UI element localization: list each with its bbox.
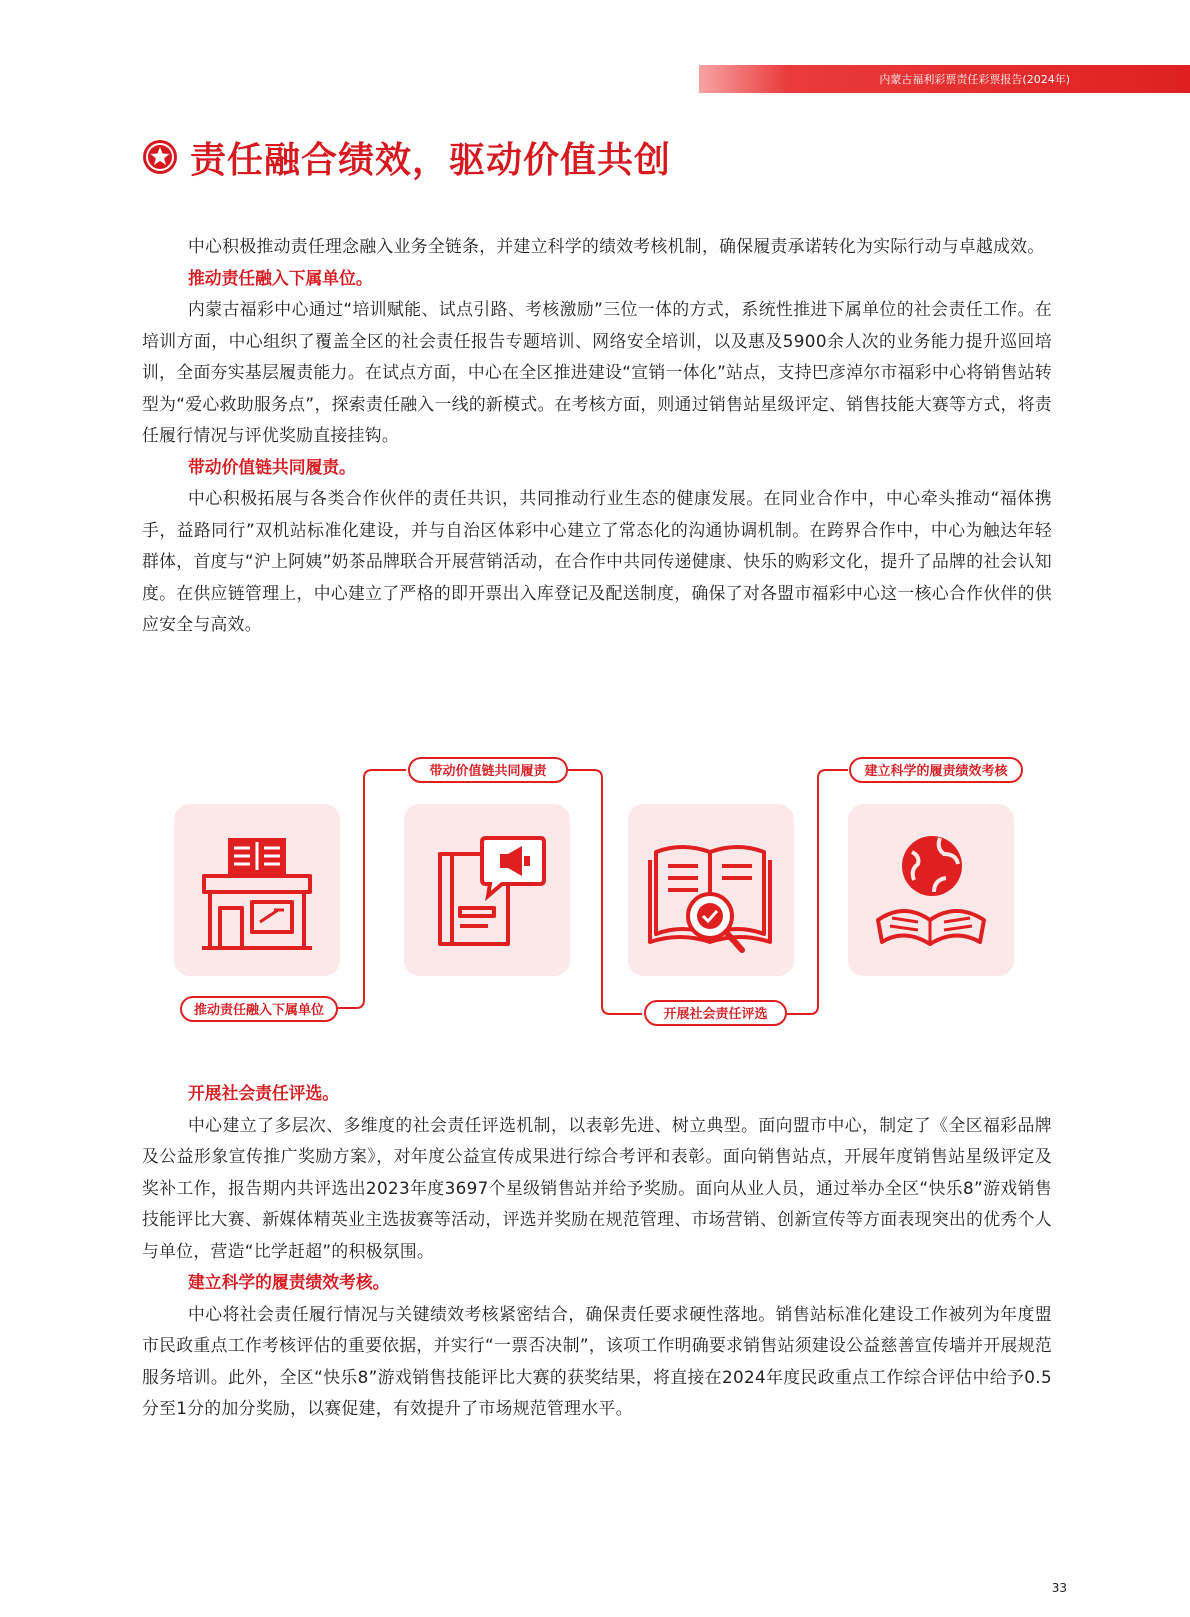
diagram-label: 建立科学的履责绩效考核 (849, 757, 1023, 783)
storefront-icon (174, 804, 340, 976)
diagram-label: 开展社会责任评选 (644, 1000, 787, 1026)
card-book-search (628, 804, 794, 976)
lower-section (142, 1078, 1052, 1425)
header-bar (699, 65, 1190, 93)
section-heading: 建立科学的履责绩效考核。 (188, 1272, 390, 1292)
page-number: 33 (1051, 1581, 1067, 1595)
intro-section (142, 231, 1052, 641)
section-body: 内蒙古福彩中心通过“培训赋能、试点引路、考核激励”三位一体的方式，系统性推进下属单位的社会责任工作。在培训方面，中心组织了覆盖全区的社会责任报告专题培训、网络安全培训，以及惠及5900余人次的业务能力提升巡回培训，全面夯实基层履责能力。在试点方面，中心在全区推进建设“宣销一体化”站点，支持巴彦淖尔市福彩中心将销售站转型为“爱心救助服务点”，探索责任融入一线的新模式。在考核方面，则通过销售站星级评定、销售技能大赛等方式，将责任履行情况与评优奖励直接挂钩。 (142, 299, 1052, 445)
intro-paragraph: 中心积极推动责任理念融入业务全链条，并建立科学的绩效考核机制，确保履责承诺转化为实际行动与卓越成效。 (188, 236, 1045, 256)
section-heading: 推动责任融入下属单位。 (188, 267, 373, 288)
section-body: 中心积极拓展与各类合作伙伴的责任共识，共同推动行业生态的健康发展。在同业合作中，中心牵头推动“福体携手，益路同行”双机站标准化建设，并与自治区体彩中心建立了常态化的沟通协调机制。在跨界合作中，中心为触达年轻群体，首度与“沪上阿姨”奶茶品牌联合开展营销活动，在合作中共同传递健康、快乐的购彩文化，提升了品牌的社会认知度。在供应链管理上，中心建立了严格的即开票出入库登记及配送制度，确保了对各盟市福彩中心这一核心合作伙伴的供应安全与高效。 (142, 488, 1052, 634)
section-body: 中心建立了多层次、多维度的社会责任评选机制，以表彰先进、树立典型。面向盟市中心，制定了《全区福彩品牌及公益形象宣传推广奖励方案》，对年度公益宣传成果进行综合考评和表彰。面向销售站点，开展年度销售站星级评定及奖补工作，报告期内共评选出2023年度3697个星级销售站并给予奖励。面向从业人员，通过举办全区“快乐8”游戏销售技能评比大赛、新媒体精英业主选拔赛等活动，评选并奖励在规范管理、市场营销、创新宣传等方面表现突出的优秀个人与单位，营造“比学赶超”的积极氛围。 (142, 1114, 1052, 1261)
card-globe-book (848, 804, 1014, 976)
section-heading: 带动价值链共同履责。 (188, 456, 356, 477)
diagram-label: 推动责任融入下属单位 (180, 996, 338, 1022)
section-body: 中心将社会责任履行情况与关键绩效考核紧密结合，确保责任要求硬性落地。销售站标准化建设工作被列为年度盟市民政重点工作考核评估的重要依据，并实行“一票否决制”，该项工作明确要求销售站须建设公益慈善宣传墙并开展规范服务培训。此外，全区“快乐8”游戏销售技能评比大赛的获奖结果，将直接在2024年度民政重点工作综合评估中给予0.5分至1分的加分奖励，以赛促建，有效提升了市场规范管理水平。 (142, 1303, 1052, 1418)
diagram-label: 带动价值链共同履责 (408, 757, 568, 783)
card-storefront (174, 804, 340, 976)
responsibility-diagram (170, 752, 1050, 1032)
card-book-megaphone (404, 804, 570, 976)
globe-open-book-icon (848, 804, 1014, 976)
title-text: 责任融合绩效，驱动价值共创 (190, 139, 672, 181)
book-megaphone-icon (404, 804, 570, 976)
report-title: 内蒙古福利彩票责任彩票报告(2024年) (879, 73, 1070, 86)
star-circle-icon (142, 139, 178, 175)
page-title (142, 132, 671, 182)
section-heading: 开展社会责任评选。 (188, 1083, 340, 1103)
book-checkmark-search-icon (628, 804, 794, 976)
